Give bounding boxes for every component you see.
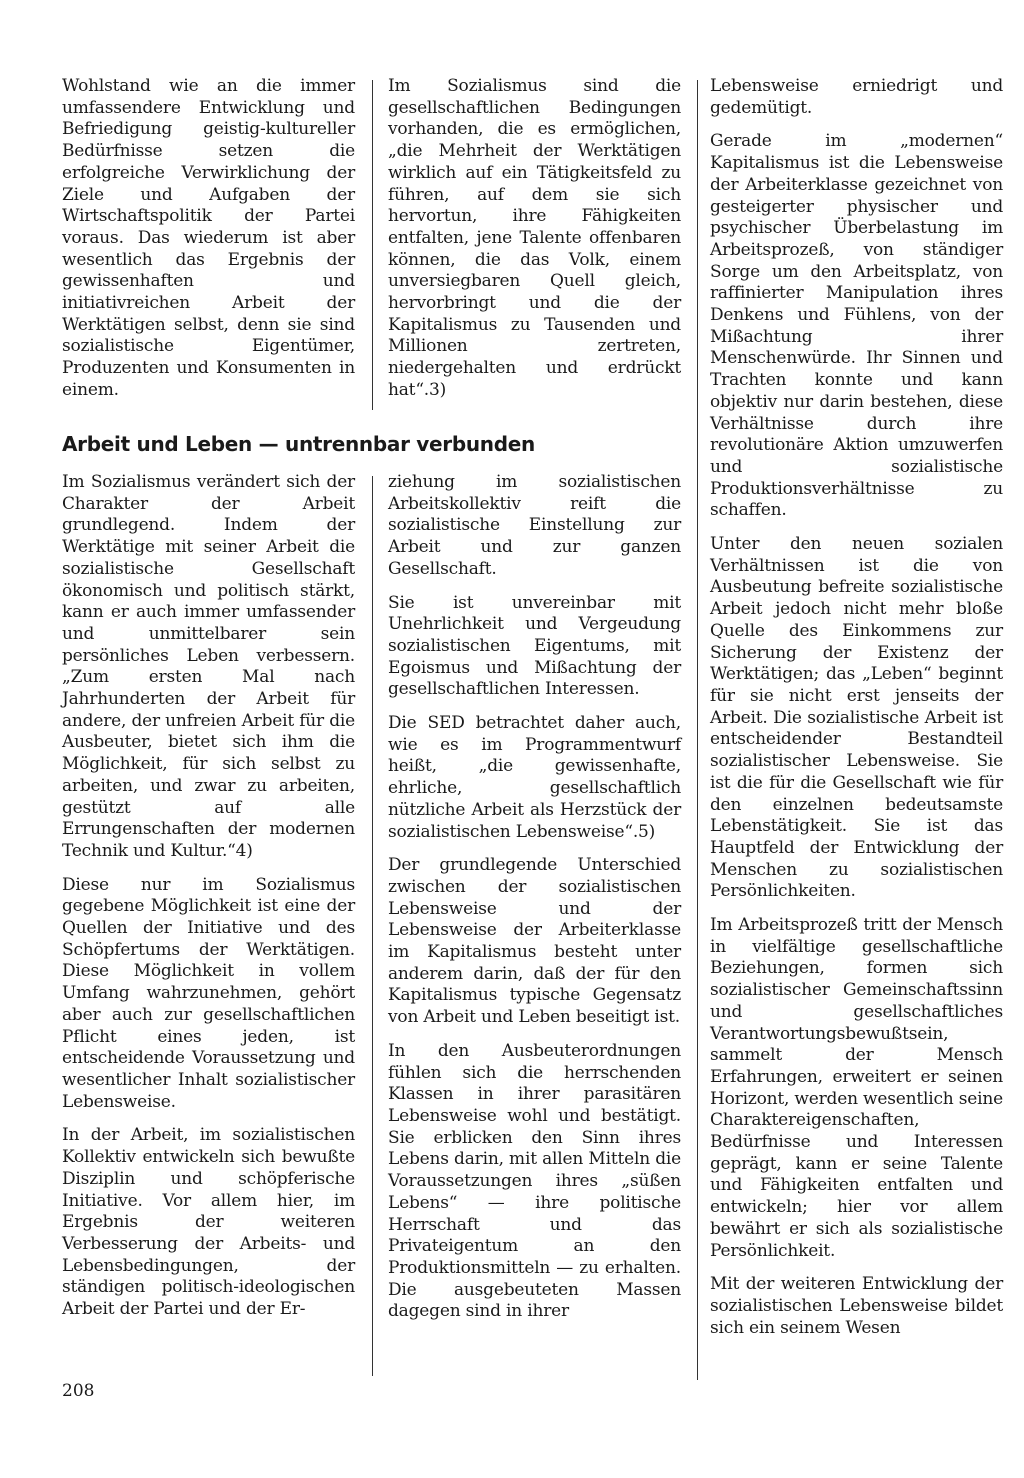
column-2-top [388,76,681,414]
column-2 [388,472,681,1335]
paragraph: Sie ist unvereinbar mit Unehrlichkeit und Vergeudung sozialistischen Eigentums, mit Egoismus und Mißachtung der gesellschaftlichen Interessen. [388,592,681,700]
paragraph: Gerade im „modernen“ Kapitalismus ist die Lebensweise der Arbeiterklasse gezeichnet von gesteigerter physischer und psychischer Überbelastung im Arbeitsprozeß, von ständiger Sorge um den Arbeitsplatz, von raffinierter Manipulation ihres Denkens und Fühlens, von der Mißachtung ihrer Menschenwürde. Ihr Sinnen und Trachten konnte und kann objektiv nur darin bestehen, diese Verhältnisse durch ihre revolutionäre Aktion umzuwerfen und sozialistische Produktionsverhältnisse zu schaffen. [710,131,1003,521]
paragraph: Lebensweise erniedrigt und gedemütigt. [710,76,1003,118]
paragraph: Im Sozialismus sind die gesellschaftlichen Bedingungen vorhanden, die es ermöglichen, „die Mehrheit der Werktätigen wirklich auf ein Tätigkeitsfeld zu führen, auf dem sie sich hervortun, ihre Fähigkeiten entfalten, jene Talente offenbaren können, die das Volk, einem unversiegbaren Quell gleich, hervorbringt und die der Kapitalismus zu Tausenden und Millionen zertreten, niedergehalten und erdrückt hat“.3) [388,76,681,400]
page-number: 208 [62,1381,95,1401]
paragraph: Mit der weiteren Entwicklung der sozialistischen Lebensweise bildet sich ein seinem Wesen [710,1274,1003,1338]
column-rule [372,476,373,1376]
paragraph: Diese nur im Sozialismus gegebene Möglichkeit ist eine der Quellen der Initiative und des Schöpfertums der Werktätigen. Diese Möglichkeit in vollem Umfang wahrzunehmen, gehört aber auch zur gesellschaftlichen Pflicht eines jeden, ist entscheidende Voraussetzung und wesentlicher Inhalt sozialistischer Lebensweise. [62,874,355,1112]
section-heading: Arbeit und Leben — untrennbar verbunden [62,432,535,456]
column-1 [62,472,355,1333]
paragraph: Wohlstand wie an die immer umfassendere Entwicklung und Befriedigung geistig-kultureller Bedürfnisse setzen die erfolgreiche Verwirklichung der Ziele und Aufgaben der Wirtschaftspolitik der Partei voraus. Das wiederum ist aber wesentlich das Ergebnis der gewissenhaften und initiativreichen Arbeit der Werktätigen selbst, denn sie sind sozialistische Eigentümer, Produzenten und Konsumenten in einem. [62,76,355,400]
paragraph: Die SED betrachtet daher auch, wie es im Programmentwurf heißt, „die gewissenhafte, ehrliche, gesellschaftlich nützliche Arbeit als Herzstück der sozialistischen Lebensweise“.5) [388,713,681,842]
column-rule [697,80,698,1380]
column-rule [372,80,373,410]
paragraph: Im Arbeitsprozeß tritt der Mensch in vielfältige gesellschaftliche Beziehungen, formen sich sozialistischer Gemeinschaftssinn und gesellschaftliches Verantwortungsbewußtsein, sammelt der Mensch Erfahrungen, erweitert er seinen Horizont, werden wesentlich seine Charaktereigenschaften, Bedürfnisse und Interessen geprägt, kann er seine Talente und Fähigkeiten entfalten und entwickeln; hier vor allem bewährt er sich als sozialistische Persönlichkeit. [710,915,1003,1261]
paragraph: Der grundlegende Unterschied zwischen der sozialistischen Lebensweise und der Lebensweise der Arbeiterklasse im Kapitalismus besteht unter anderem darin, daß der für den Kapitalismus typische Gegensatz von Arbeit und Leben beseitigt ist. [388,855,681,1028]
paragraph: In den Ausbeuterordnungen fühlen sich die herrschenden Klassen in ihrer parasitären Lebensweise wohl und bestätigt. Sie erblicken den Sinn ihres Lebens darin, mit allen Mitteln die Voraussetzungen ihres „süßen Lebens“ — ihre politische Herrschaft und das Privateigentum an den Produktionsmitteln — zu erhalten. Die ausgebeuteten Massen dagegen sind in ihrer [388,1040,681,1322]
paragraph: Im Sozialismus verändert sich der Charakter der Arbeit grundlegend. Indem der Werktätige mit seiner Arbeit die sozialistische Gesellschaft ökonomisch und politisch stärkt, kann er auch immer umfassender und unmittelbarer sein persönliches Leben verbessern. „Zum ersten Mal nach Jahrhunderten der Arbeit für andere, der unfreien Arbeit für die Ausbeuter, bietet sich ihm die Möglichkeit, für sich selbst zu arbeiten, und zwar zu arbeiten, gestützt auf alle Errungenschaften der modernen Technik und Kultur.“4) [62,472,355,861]
paragraph: In der Arbeit, im sozialistischen Kollektiv entwickeln sich bewußte Disziplin und schöpferische Initiative. Vor allem hier, im Ergebnis der weiteren Verbesserung der Arbeits- und Lebensbedingungen, der ständigen politisch-ideologischen Arbeit der Partei und der Er- [62,1125,355,1320]
paragraph: ziehung im sozialistischen Arbeitskollektiv reift die sozialistische Einstellung zur Arbeit und zur ganzen Gesellschaft. [388,472,681,579]
column-1-top [62,76,355,414]
paragraph: Unter den neuen sozialen Verhältnissen ist die von Ausbeutung befreite sozialistische Arbeit jedoch nicht mehr bloße Quelle des Einkommens zur Sicherung der Existenz der Werktätigen; das „Leben“ beginnt für sie nicht erst jenseits der Arbeit. Die sozialistische Arbeit ist entscheidender Bestandteil sozialistischer Lebensweise. Sie ist die für die Gesellschaft wie für den einzelnen bedeutsamste Lebenstätigkeit. Sie ist das Hauptfeld der Entwicklung der Menschen zu sozialistischen Persönlichkeiten. [710,534,1003,902]
column-3 [710,76,1003,1351]
